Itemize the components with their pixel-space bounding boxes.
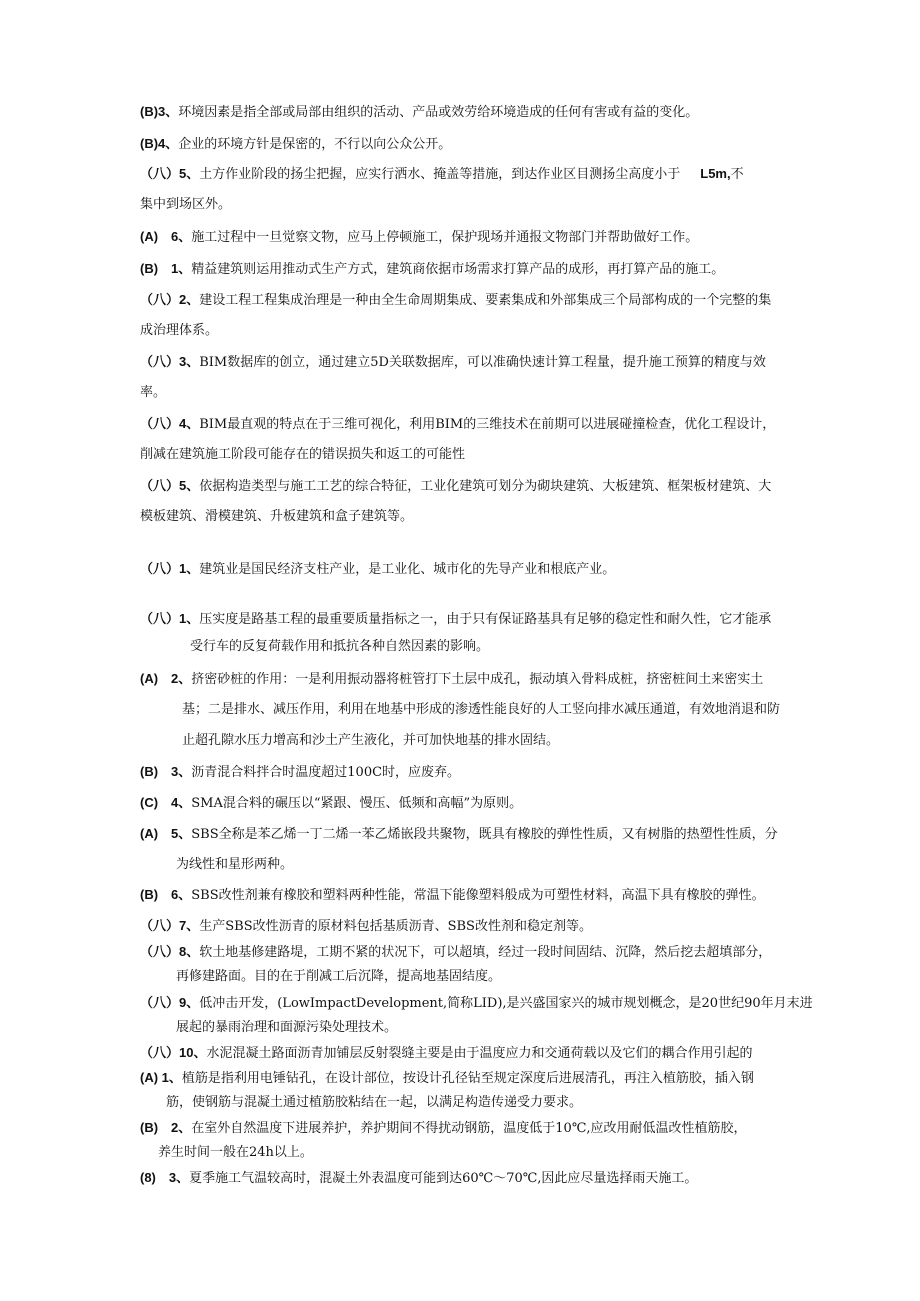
line-35: 养生时间一般在24h以上。	[158, 1145, 313, 1160]
line-34: (B) 2、在室外自然温度下进展养护，养护期间不得扰动钢筋，温度低于10℃,应改用耐低温改性植筋胶，	[140, 1120, 747, 1136]
line-26: （八）7、生产SBS改性沥青的原材料包括基质沥青、SBS改性剂和稳定剂等。	[140, 918, 592, 934]
line-20: 止超孔隙水压力增高和沙土产生液化，并可加快地基的排水固结。	[182, 733, 560, 748]
line-31: （八）10、水泥混凝土路面沥青加铺层反射裂缝主要是由于温度应力和交通荷载以及它们的耦合作用引起的	[140, 1045, 753, 1061]
line-9: （八）3、BIM数据库的创立，通过建立5D关联数据库，可以准确快速计算工程量，提升施工预算的精度与效	[140, 354, 766, 370]
line-12: 削减在建筑施工阶段可能存在的错误损失和返工的可能性	[140, 447, 466, 462]
line-16: （八）1、压实度是路基工程的最重要质量指标之一，由于只有保证路基具有足够的稳定性和耐久性，它才能承	[140, 611, 772, 627]
line-21: (B) 3、沥青混合料拌合时温度超过100C时，应废弃。	[140, 764, 461, 780]
line-27: （八）8、软土地基修建路堤，工期不紧的状况下，可以超填，经过一段时间固结、沉降，然后挖去超填部分，	[140, 944, 772, 960]
line-30: 展起的暴雨治理和面源污染处理技术。	[176, 1020, 398, 1035]
line-23: (A) 5、SBS全称是苯乙烯一丁二烯一苯乙烯嵌段共聚物，既具有橡胶的弹性性质，又有树脂的热塑性性质，分	[140, 826, 778, 842]
line-6: (B) 1、精益建筑则运用推动式生产方式，建筑商依据市场需求打算产品的成形，再打算产品的施工。	[140, 261, 725, 277]
line-33: 筋，使钢筋与混凝土通过植筋胶粘结在一起，以满足构造传递受力要求。	[166, 1095, 583, 1110]
line-1: (B)3、环境因素是指全部或局部由组织的活动、产品或效劳给环境造成的任何有害或有益的变化。	[140, 104, 699, 120]
line-24: 为线性和星形两种。	[176, 857, 294, 872]
line-8: 成治理体系。	[140, 323, 219, 338]
line-28: 再修建路面。目的在于削减工后沉降，提高地基固结度。	[176, 969, 502, 984]
line-25: (B) 6、SBS改性剂兼有橡胶和塑料两种性能，常温下能像塑料般成为可塑性材料，高温下具有橡胶的弹性。	[140, 887, 765, 903]
line-4: 集中到场区外。	[140, 197, 232, 212]
line-17: 受行车的反复荷载作用和抵抗各种自然因素的影响。	[190, 639, 490, 654]
line-15: （八）1、建筑业是国民经济支柱产业，是工业化、城市化的先导产业和根底产业。	[140, 561, 616, 577]
line-36: (8) 3、夏季施工气温较高时，混凝土外表温度可能到达60℃〜70℃,因此应尽量选择雨天施工。	[140, 1170, 698, 1186]
line-14: 模板建筑、滑模建筑、升板建筑和盒子建筑等。	[140, 509, 414, 524]
line-13: （八）5、依据构造类型与施工工艺的综合特征，工业化建筑可划分为砌块建筑、大板建筑、框架板材建筑、大	[140, 478, 772, 494]
line-32: (A) 1、植筋是指利用电锤钻孔，在设计部位，按设计孔径钻至规定深度后进展清孔，再注入植筋胶，插入钢	[140, 1070, 754, 1086]
line-18: (A) 2、挤密砂桩的作用：一是利用振动器将桩管打下土层中成孔，振动填入骨料成桩，挤密桩间土来密实土	[140, 671, 764, 687]
line-19: 基；二是排水、减压作用，利用在地基中形成的渗透性能良好的人工竖向排水减压通道，有效地消退和防	[182, 702, 781, 717]
line-2: (B)4、企业的环境方针是保密的，不行以向公众公开。	[140, 136, 452, 152]
line-11: （八）4、BIM最直观的特点在于三维可视化，利用BIM的三维技术在前期可以进展碰撞检查，优化工程设计，	[140, 416, 776, 432]
line-5: (A) 6、施工过程中一旦觉察文物，应马上停顿施工，保护现场并通报文物部门并帮助做好工作。	[140, 229, 699, 245]
line-3: （八）5、土方作业阶段的扬尘把握，应实行洒水、掩盖等措施，到达作业区目测扬尘高度小于 L5m,不	[140, 166, 744, 182]
line-22: (C) 4、SMA混合料的碾压以“紧跟、慢压、低频和高幅”为原则。	[140, 795, 523, 811]
line-7: （八）2、建设工程工程集成治理是一种由全生命周期集成、要素集成和外部集成三个局部构成的一个完整的集	[140, 292, 772, 308]
line-29: （八）9、低冲击开发，(LowImpactDevelopment,简称LID),是兴盛国家兴的城市规划概念，是20世纪90年月末进	[140, 995, 813, 1011]
line-10: 率。	[140, 385, 167, 400]
